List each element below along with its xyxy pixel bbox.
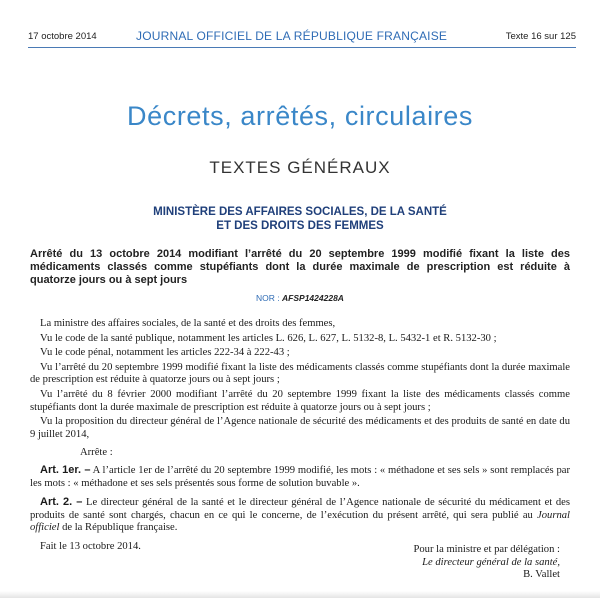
- signature-block: [340, 544, 560, 582]
- paragraph-minister: La ministre des affaires sociales, de la santé et des droits des femmes,: [40, 318, 336, 329]
- signature-role: Le directeur général de la santé,: [422, 556, 560, 568]
- paragraph-visa-3: Vu l’arrêté du 20 septembre 1999 modifié fixant la liste des médicaments classés comme stupéfiants dont la durée maximale de prescription est réduite à quatorze jours ou à sept jours ;: [30, 361, 570, 386]
- signature-name: B. Vallet: [523, 569, 560, 581]
- page-bottom-edge: [0, 591, 600, 598]
- ministry-heading: [0, 205, 600, 233]
- page-header: [28, 29, 576, 48]
- article-1: [30, 464, 570, 490]
- article-2-label: Art. 2. –: [40, 496, 83, 509]
- paragraph-visa-2: Vu le code pénal, notamment les articles 222-34 à 222-43 ;: [40, 347, 290, 359]
- signature-line-1: Pour la ministre et par délégation :: [413, 544, 560, 555]
- nor-reference: [0, 293, 600, 303]
- section-title: Décrets, arrêtés, circulaires: [127, 101, 473, 131]
- ministry-line-2: ET DES DROITS DES FEMMES: [216, 220, 384, 232]
- arrete-keyword: Arrête :: [80, 447, 113, 459]
- publication-date: 17 octobre 2014: [28, 31, 97, 42]
- article-1-text: A l’article 1er de l’arrêté du 20 septembre 1999 modifié, les mots : « méthadone et ses sels » sont remplacés par les mots : « méthadone et ses sels présentés sous forme de solution buvable ».: [30, 464, 570, 489]
- journal-name: JOURNAL OFFICIEL DE LA RÉPUBLIQUE FRANÇAISE: [136, 29, 448, 43]
- paragraph-visa-4: Vu l’arrêté du 8 février 2000 modifiant l’arrêté du 20 septembre 1999 fixant la liste des médicaments classés comme stupéfiants dont la durée maximale de prescription est réduite à quatorze jours ou à sept jours ;: [30, 388, 570, 413]
- page-indicator: Texte 16 sur 125: [505, 31, 576, 42]
- document-body: [30, 318, 570, 556]
- article-2-text-a: Le directeur général de la santé et le directeur général de l’Agence nationale de sécurité du médicament et des produits de santé sont chargés, chacun en ce qui le concerne, de l’exécution du présent arrêté, qui sera publié au: [30, 497, 570, 521]
- nor-code: AFSP1424228A: [282, 293, 344, 303]
- fait-date: Fait le 13 octobre 2014.: [40, 540, 141, 552]
- article-2-text-b: de la République française.: [59, 522, 178, 534]
- article-1-label: Art. 1er. –: [40, 463, 91, 476]
- subsection-title: TEXTES GÉNÉRAUX: [209, 158, 391, 177]
- article-2-journal-ref: Journal officiel: [30, 509, 570, 534]
- arrete-title: Arrêté du 13 octobre 2014 modifiant l’arrêté du 20 septembre 1999 modifié fixant la liste des médicaments classés comme stupéfiants dont la durée maximale de prescription est réduite à quatorze jours ou à sept jours: [30, 248, 570, 286]
- ministry-line-1: MINISTÈRE DES AFFAIRES SOCIALES, DE LA SANTÉ: [153, 206, 447, 218]
- article-2: [30, 496, 570, 535]
- paragraph-visa-5: Vu la proposition du directeur général de l’Agence nationale de sécurité des médicaments et des produits de santé en date du 9 juillet 2014,: [30, 416, 570, 440]
- nor-label: NOR :: [256, 293, 283, 303]
- paragraph-visa-1: Vu le code de la santé publique, notamment les articles L. 626, L. 627, L. 5132-8, L. 5432-1 et R. 5132-30 ;: [40, 332, 497, 344]
